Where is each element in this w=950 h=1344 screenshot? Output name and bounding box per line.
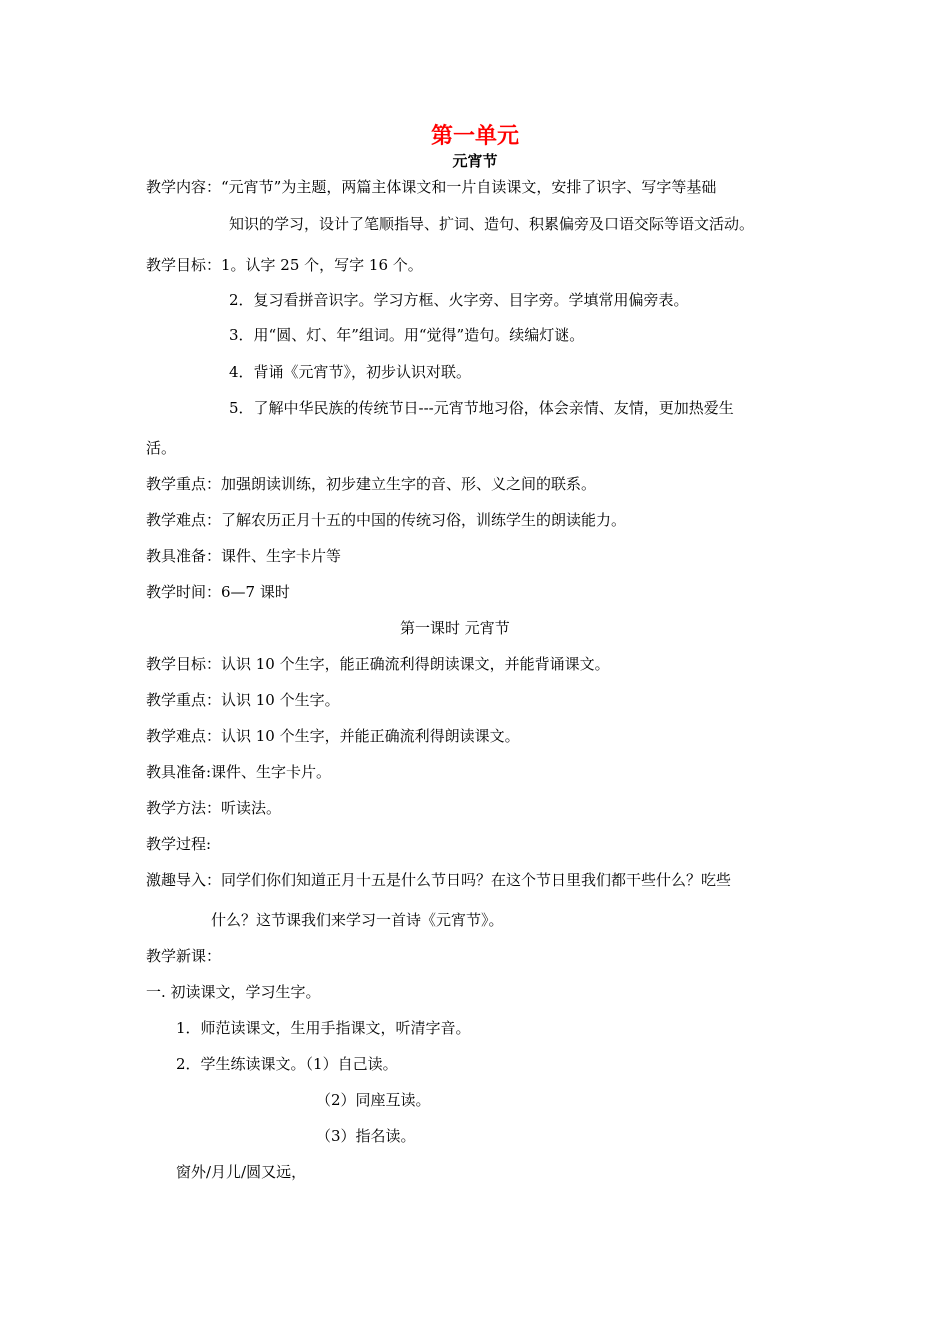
text-line: 活。: [146, 439, 177, 457]
text-line: 知识的学习，设计了笔顺指导、扩词、造句、积累偏旁及口语交际等语文活动。: [229, 215, 755, 233]
text-line: 5．了解中华民族的传统节日---元宵节地习俗，体会亲情、友情，更加热爱生: [229, 399, 734, 417]
text-line: 3．用“圆、灯、年”组词。用“觉得”造句。续编灯谜。: [229, 326, 585, 344]
text-line: 教学时间：6—7 课时: [146, 583, 290, 601]
text-line: 激趣导入：同学们你们知道正月十五是什么节日吗？在这个节日里我们都干些什么？吃些: [146, 871, 732, 889]
text-line: 教具准备：课件、生字卡片等: [146, 547, 342, 565]
text-line: 什么？这节课我们来学习一首诗《元宵节》。: [211, 911, 504, 929]
text-line: 教学新课：: [146, 947, 222, 965]
text-line: 教学目标：认识 10 个生字，能正确流利得朗读课文，并能背诵课文。: [146, 655, 610, 673]
text-line: 教学重点：加强朗读训练，初步建立生字的音、形、义之间的联系。: [146, 475, 597, 493]
text-line: 4．背诵《元宵节》，初步认识对联。: [229, 363, 472, 381]
lesson-title: 元宵节: [452, 152, 498, 170]
unit-title: 第一单元: [430, 123, 519, 149]
section-heading: 第一课时 元宵节: [400, 619, 510, 637]
text-line: 1．师范读课文，生用手指课文，听清字音。: [176, 1019, 471, 1037]
text-line: 教学难点：认识 10 个生字，并能正确流利得朗读课文。: [146, 727, 520, 745]
text-line: 教学难点：了解农历正月十五的中国的传统习俗，训练学生的朗读能力。: [146, 511, 627, 529]
text-line: 教学过程:: [146, 835, 212, 853]
text-line: 窗外/月儿/圆又远，: [176, 1163, 307, 1181]
text-line: 教具准备:课件、生字卡片。: [146, 763, 332, 781]
text-line: 教学重点：认识 10 个生字。: [146, 691, 340, 709]
text-line: （2）同座互读。: [316, 1091, 431, 1109]
text-line: 2．复习看拼音识字。学习方框、火字旁、目字旁。学填常用偏旁表。: [229, 291, 689, 309]
text-line: 一. 初读课文，学习生字。: [146, 983, 321, 1001]
text-line: 2．学生练读课文。（1）自己读。: [176, 1055, 398, 1073]
text-line: 教学方法：听读法。: [146, 799, 282, 817]
text-line: 教学内容：“元宵节”为主题，两篇主体课文和一片自读课文，安排了识字、写字等基础: [146, 178, 717, 196]
text-line: （3）指名读。: [316, 1127, 416, 1145]
text-line: 教学目标：1。认字 25 个，写字 16 个。: [146, 256, 423, 274]
